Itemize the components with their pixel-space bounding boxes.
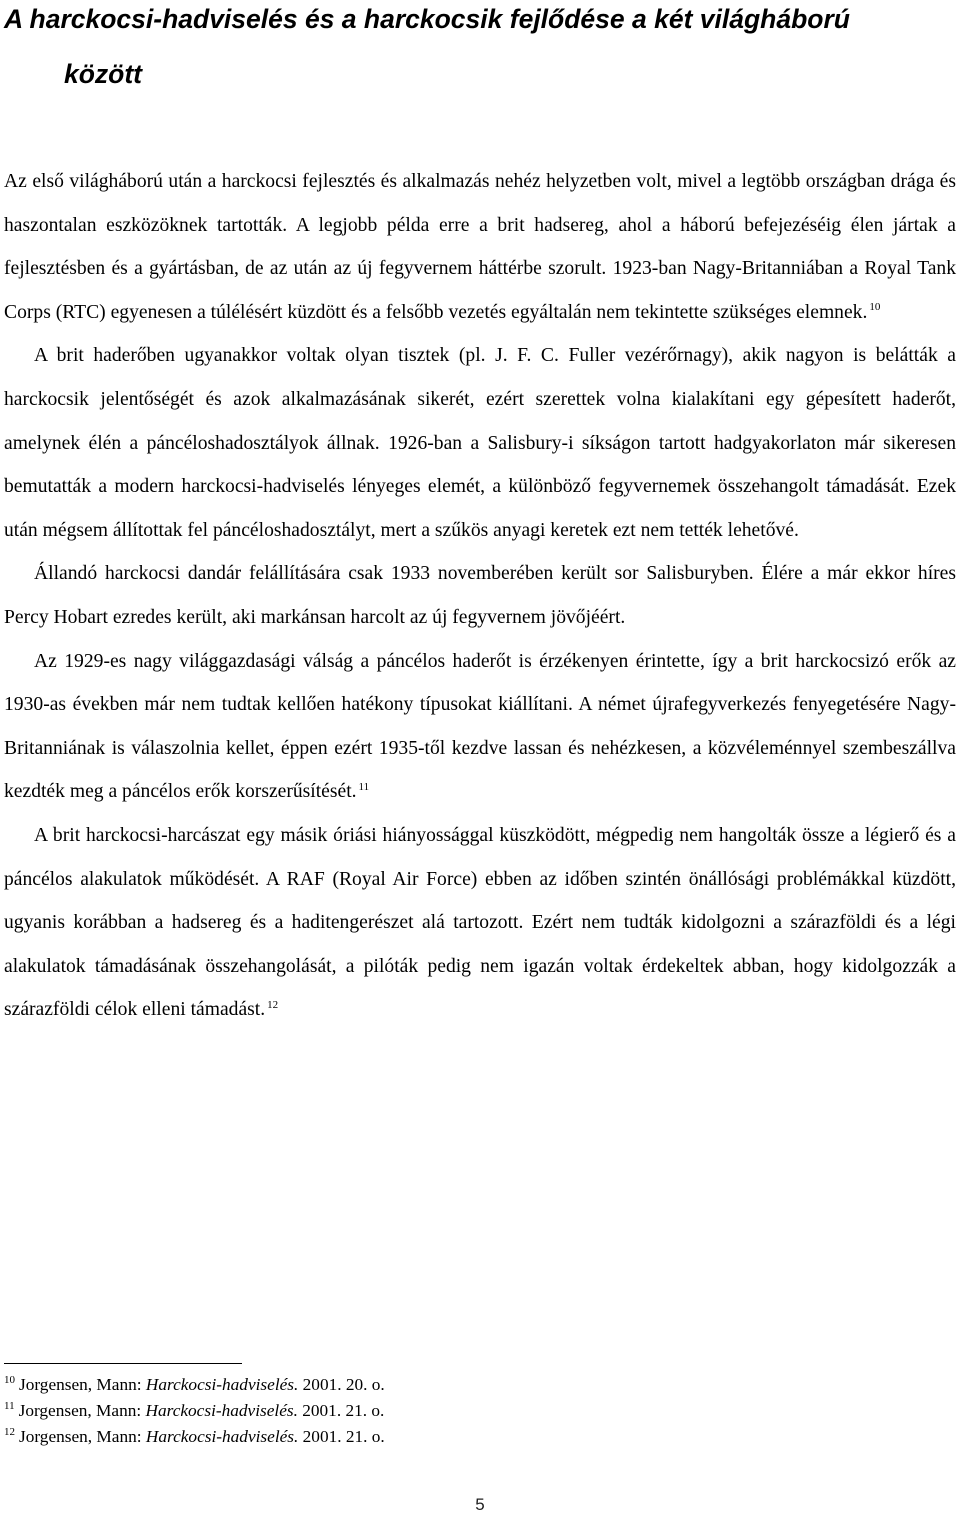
footnote-separator bbox=[4, 1363, 242, 1364]
footnote-reference[interactable]: 12 bbox=[267, 998, 279, 1011]
paragraph-text: A brit haderőben ugyanakkor voltak olyan tisztek (pl. J. F. C. Fuller vezérőrnagy), akik nagyon is belátták a harckocsik jelentőségét és azok alkalmazásának sikerét, ezért szerettek volna kialakítani egy gépesített haderőt, amelynek élén a páncéloshadosztályok állnak. 1926-ban a Salisbury-i síkságon tartott hadgyakorlaton már sikeresen bemutatták a modern harckocsi-hadviselés lényeges elemét, a különböző fegyvernemek összehangolt támadását. Ezek után mégsem állítottak fel páncéloshadosztályt, mert a szűkös anyagi keretek ezt nem tették lehetővé. bbox=[4, 345, 956, 541]
paragraph bbox=[4, 160, 956, 334]
footnote-reference[interactable]: 10 bbox=[869, 301, 881, 314]
footnote-number: 12 bbox=[4, 1426, 15, 1439]
chapter-title-line-1: A harckocsi-hadviselés és a harckocsik fejlődése a két világháború bbox=[4, 4, 850, 34]
footnote-work-title: Harckocsi-hadviselés. bbox=[145, 1401, 298, 1420]
paragraph bbox=[4, 552, 956, 639]
footnote-author: Jorgensen, Mann: bbox=[19, 1427, 146, 1446]
page-number: 5 bbox=[475, 1495, 485, 1514]
paragraph-text: Az első világháború után a harckocsi fejlesztés és alkalmazás nehéz helyzetben volt, mivel a legtöbb országban drága és haszontalan eszközöknek tartották. A legjobb példa erre a brit hadsereg, ahol a háború befejezéséig élen jártak a fejlesztésben és a gyártásban, de az után az új fegyvernem háttérbe szorult. 1923-ban Nagy-Britanniában a Royal Tank Corps (RTC) egyenesen a túlélésért küzdött és a felsőbb vezetés egyáltalán nem tekintette szükséges elemnek. bbox=[4, 171, 956, 323]
footnote-citation: 2001. 20. o. bbox=[298, 1375, 385, 1394]
paragraph-text: Az 1929-es nagy világgazdasági válság a páncélos haderőt is érzékenyen érintette, így a brit harckocsizó erők az 1930-as években már nem tudtak kellően hatékony típusokat kiállítani. A német újrafegyverkezés fenyegetésére Nagy-Britanniának is válaszolnia kellet, éppen ezért 1935-től kezdve lassan és nehézkesen, a közvéleménnyel szembeszállva kezdték meg a páncélos erők korszerűsítését. bbox=[4, 650, 956, 803]
footnote-work-title: Harckocsi-hadviselés. bbox=[145, 1427, 299, 1446]
body-text bbox=[4, 160, 956, 1032]
footnote-reference[interactable]: 11 bbox=[358, 780, 370, 793]
paragraph bbox=[4, 814, 956, 1032]
footnote-citation: 2001. 21. o. bbox=[297, 1401, 385, 1420]
footnote-citation: 2001. 21. o. bbox=[298, 1427, 385, 1446]
footnote bbox=[4, 1398, 956, 1424]
footnotes bbox=[4, 1372, 956, 1450]
chapter-title-line-2: között bbox=[64, 59, 143, 89]
paragraph bbox=[4, 334, 956, 552]
footnote bbox=[4, 1424, 956, 1450]
footnote-number: 11 bbox=[4, 1400, 15, 1413]
paragraph bbox=[4, 640, 956, 814]
footnote-author: Jorgensen, Mann: bbox=[19, 1375, 146, 1394]
footnote bbox=[4, 1372, 956, 1398]
paragraph-text: Állandó harckocsi dandár felállítására csak 1933 novemberében került sor Salisburyben. Élére a már ekkor híres Percy Hobart ezredes került, aki markánsan harcolt az új fegyvernem jövőjéért. bbox=[4, 563, 956, 628]
footnote-author: Jorgensen, Mann: bbox=[18, 1401, 146, 1420]
footnote-number: 10 bbox=[4, 1374, 15, 1387]
paragraph-text: A brit harckocsi-harcászat egy másik óriási hiányossággal küszködött, mégpedig nem hangolták össze a légierő és a páncélos alakulatok működését. A RAF (Royal Air Force) ebben az időben szintén önállósági problémákkal küzdött, ugyanis korábban a hadsereg és a haditengerészet alá tartozott. Ezért nem tudták kidolgozni a szárazföldi és a légi alakulatok támadásának összehangolását, a pilóták pedig nem igazán voltak érdekeltek abban, hogy kidolgozzák a szárazföldi célok elleni támadást. bbox=[4, 824, 956, 1021]
footnote-work-title: Harckocsi-hadviselés. bbox=[145, 1375, 299, 1394]
